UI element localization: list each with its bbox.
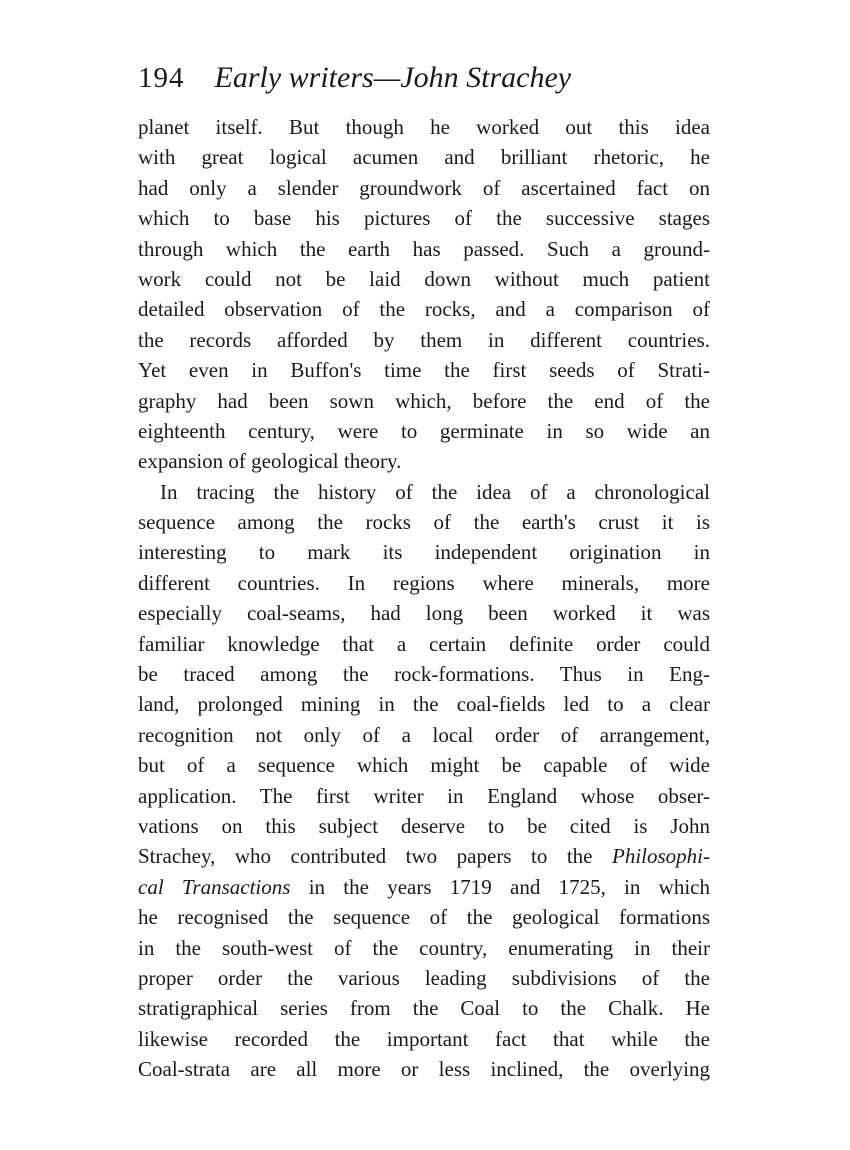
- text-line: through which the earth has passed. Such a ground-: [138, 236, 710, 261]
- text-line: planet itself. But though he worked out this idea: [138, 115, 710, 139]
- text-line: [138, 841, 710, 871]
- text-line: application. The first writer in England whose obser-: [138, 783, 710, 808]
- body-text: [138, 112, 710, 1085]
- text-line: proper order the various leading subdivisions of the: [138, 965, 710, 990]
- text-line: the records afforded by them in different countries.: [138, 327, 710, 352]
- text-line: which to base his pictures of the successive stages: [138, 206, 710, 231]
- text-line: familiar knowledge that a certain definite order could: [138, 631, 710, 656]
- paragraph-end-line: expansion of geological theory.: [138, 449, 402, 474]
- text-line: with great logical acumen and brilliant rhetoric, he: [138, 145, 710, 170]
- page-number: 194: [138, 62, 185, 94]
- text-line: stratigraphical series from the Coal to the Chalk. He: [138, 996, 710, 1021]
- line-text: in the years 1719 and 1725, in which: [308, 874, 711, 899]
- text-line: different countries. In regions where minerals, more: [138, 570, 710, 595]
- text-line: detailed observation of the rocks, and a comparison of: [138, 297, 710, 322]
- text-line: interesting to mark its independent origination in: [138, 540, 710, 565]
- text-line: likewise recorded the important fact that while the: [138, 1026, 710, 1051]
- text-line: especially coal-seams, had long been worked it was: [138, 601, 710, 626]
- text-line: but of a sequence which might be capable of wide: [138, 753, 710, 778]
- text-line: Coal-strata are all more or less inclined, the overlying: [138, 1057, 710, 1082]
- line-text: Strachey, who contributed two papers to the: [138, 844, 593, 869]
- italic-title: Philosophi-: [612, 844, 710, 869]
- text-line: had only a slender groundwork of ascertained fact on: [138, 175, 710, 200]
- text-line: he recognised the sequence of the geological formations: [138, 905, 710, 930]
- text-line: vations on this subject deserve to be cited is John: [138, 813, 710, 838]
- text-line: eighteenth century, were to germinate in so wide an: [138, 418, 710, 443]
- text-line: [138, 872, 710, 902]
- text-line: work could not be laid down without much patient: [138, 266, 710, 291]
- text-line: graphy had been sown which, before the end of the: [138, 388, 710, 413]
- text-line: land, prolonged mining in the coal-fields led to a clear: [138, 692, 710, 717]
- text-line: Yet even in Buffon's time the first seeds of Strati-: [138, 358, 710, 383]
- text-line: sequence among the rocks of the earth's crust it is: [138, 510, 710, 535]
- running-title: Early writers—John Strachey: [214, 61, 572, 94]
- running-head: [138, 58, 710, 98]
- italic-title: cal Transactions: [138, 874, 291, 899]
- paragraph-start-line: In tracing the history of the idea of a chronological: [160, 479, 710, 504]
- text-line: in the south-west of the country, enumerating in their: [138, 935, 710, 960]
- text-line: recognition not only of a local order of arrangement,: [138, 722, 710, 747]
- text-line: be traced among the rock-formations. Thus in Eng-: [138, 662, 710, 687]
- book-page: [138, 58, 710, 1085]
